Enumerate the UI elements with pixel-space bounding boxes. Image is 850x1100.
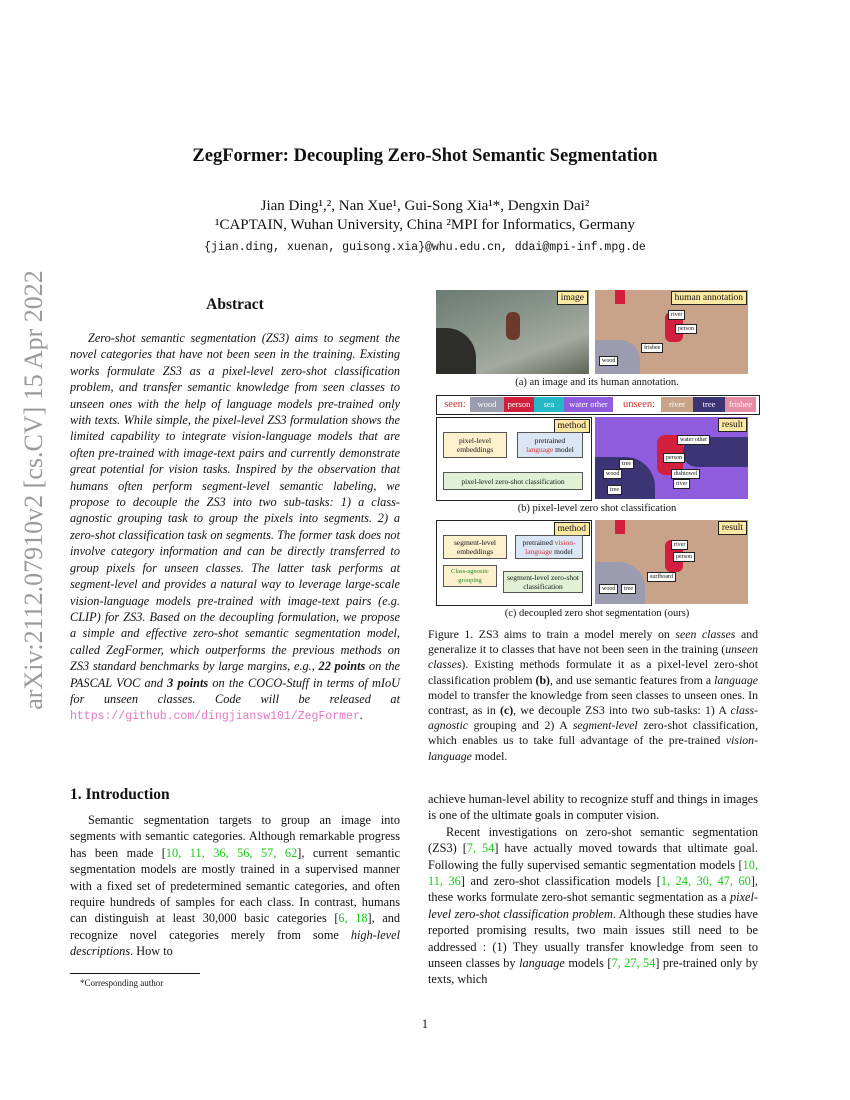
label-river: river <box>668 310 685 320</box>
rc-text-a: Recent investigations on zero-shot semantic segmentation (ZS3) [ <box>428 824 758 856</box>
label-tree-b2: tree <box>607 485 622 495</box>
intro-text-d: . How to <box>130 944 173 959</box>
label-person: person <box>675 324 697 334</box>
cap-italic-4: class-agnostic <box>428 703 759 733</box>
legend-seen-sea: sea <box>534 397 564 412</box>
label-tree-b: tree <box>619 459 634 469</box>
right-paragraph-2 <box>428 824 758 988</box>
result-c-image <box>595 520 748 604</box>
method-tag-b: method <box>554 419 591 433</box>
author-block <box>0 197 850 235</box>
cap-text-5: , we decouple ZS3 into two sub-tasks: 1) A <box>513 703 727 718</box>
page-number: 1 <box>421 1017 429 1031</box>
label-wood: wood <box>599 356 618 366</box>
rc-text-e: . Although these studies have reported promising results, two main issues still need to be addressed : (1) They usually transfer knowledge from seen to unseen classes by <box>428 906 758 971</box>
result-b-image <box>595 417 748 499</box>
caption-b: (b) pixel-level zero shot classification <box>517 503 677 514</box>
arxiv-stamp <box>14 270 54 710</box>
photo-image <box>436 290 589 374</box>
pretrained-language-model-box <box>517 432 583 458</box>
label-person-b: person <box>663 453 685 463</box>
segment-classification-box: segment-level zero-shot classification <box>503 571 583 593</box>
legend-seen-water-other: water other <box>564 397 613 412</box>
right-paragraph-1: achieve human-level ability to recognize stuff and things in images is one of the ultimate goals in computer vision. <box>428 792 758 823</box>
cap-lead: Figure 1. ZS3 aims to train a model merely on <box>428 627 670 641</box>
segment-embeddings-box: segment-level embeddings <box>443 535 507 559</box>
cap-italic-5: segment-level <box>572 718 638 733</box>
cap-text-1: and generalize it to classes that have not been seen in the training ( <box>428 627 758 657</box>
author-emails: {jian.ding, xuenan, guisong.xia}@whu.edu.cn, ddai@mpi-inf.mpg.de <box>204 241 646 254</box>
citation-link[interactable]: 6, 18 <box>338 911 368 926</box>
legend-seen-wood: wood <box>470 397 504 412</box>
rc-text-c: ] and zero-shot classification models [ <box>460 874 661 889</box>
cap-italic-3: language <box>714 672 758 687</box>
rc-text-b: ] have actually moved towards that ultimate goal. Following the fully supervised semantic segmentation models [ <box>428 841 758 872</box>
rc-text-d: ], these works formulate zero-shot semantic segmentation as a <box>428 874 758 905</box>
label-water-other: water other <box>677 435 710 445</box>
c-box2-post: model <box>554 547 573 556</box>
label-person-c: person <box>673 552 695 562</box>
footnote: *Corresponding author <box>80 978 164 988</box>
method-tag-c: method <box>554 522 591 536</box>
rc-italic-1: pixel-level zero-shot classification problem <box>428 890 759 921</box>
citation-link[interactable]: 7, 54 <box>466 841 495 856</box>
right-column-text <box>428 791 758 988</box>
rc-text-g: ] pre-trained only by texts, which <box>428 956 758 987</box>
label-river-c: river <box>671 540 688 550</box>
caption-a: (a) an image and its human annotation. <box>515 377 679 388</box>
abstract-bold-1: 22 points <box>318 659 366 674</box>
affiliations-line: ¹CAPTAIN, Wuhan University, China ²MPI for Informatics, Germany <box>214 217 636 233</box>
rc-italic-2: language <box>519 956 565 971</box>
abstract-mid-2: on the COCO-Stuff in terms of mIoU for unseen classes. Code will be released at <box>70 675 401 706</box>
person-region-small <box>615 290 625 304</box>
cap-italic-6: vision-language <box>428 733 758 763</box>
label-tree-c: tree <box>621 584 636 594</box>
label-river-b: river <box>673 479 690 489</box>
intro-text-a: Semantic segmentation targets to group an image into segments with semantic categories. Although remarkable progress has been made [ <box>70 813 400 860</box>
intro-text-b: ], current semantic segmentation models are mostly trained in a supervised manner with a fixed set of predetermined semantic categories, and often require hundreds of samples for each class. In contrast, humans can distinguish at least 30,000 basic categories [ <box>70 845 400 926</box>
cap-text-8: model. <box>474 748 508 763</box>
citation-link[interactable]: 7, 27, 54 <box>611 956 656 971</box>
legend-unseen-label: unseen: <box>622 399 656 410</box>
human-annotation-image <box>595 290 748 374</box>
abstract-mid-1: on the PASCAL VOC and <box>70 659 401 690</box>
legend-unseen-tree: tree <box>693 397 725 412</box>
b-box2-lang: language <box>526 445 554 454</box>
cap-bold-2: (c) <box>500 703 514 718</box>
abstract-bold-2: 3 points <box>167 675 209 690</box>
cap-italic-2: unseen classes <box>428 642 758 672</box>
legend-unseen-river: river <box>661 397 693 412</box>
legend-unseen-frisbee: frisbee <box>725 397 756 412</box>
c-box2-pre: pretrained <box>522 538 553 547</box>
label-wood-c: wood <box>599 584 618 594</box>
person-silhouette <box>506 312 520 340</box>
caption-c: (c) decoupled zero shot segmentation (ours) <box>504 608 690 619</box>
intro-text-c: ], and recognize novel categories merely from some <box>70 911 401 942</box>
cap-italic-1: seen classes <box>675 627 736 641</box>
rc-text-f: models [ <box>568 956 612 971</box>
intro-heading: 1. Introduction <box>70 786 170 803</box>
arxiv-id: arXiv:2112.07910v2 [cs.CV] 15 Apr 2022 <box>19 270 48 710</box>
label-frisbee: frisbee <box>641 343 663 353</box>
person-region-c-small <box>615 520 625 534</box>
image-tag: image <box>557 291 588 305</box>
code-link[interactable]: https://github.com/dingjiansw101/ZegFormer <box>70 710 360 724</box>
intro-italic: high-level descriptions <box>70 927 400 959</box>
citation-link[interactable]: 10, 11, 36 <box>428 857 758 889</box>
abstract-text <box>70 330 400 726</box>
method-c-panel <box>436 520 592 606</box>
method-b-panel <box>436 417 592 501</box>
paper-title: ZegFormer: Decoupling Zero-Shot Semantic Segmentation <box>192 146 658 166</box>
label-dishtowel: dishtowel <box>671 469 700 479</box>
cap-bold-1: (b) <box>535 672 550 687</box>
result-tag-c: result <box>718 521 747 535</box>
abstract-heading: Abstract <box>206 296 264 313</box>
label-surfboard: surfboard <box>647 572 676 582</box>
label-wood-b: wood <box>603 469 622 479</box>
result-tag-b: result <box>718 418 747 432</box>
figure-caption <box>428 627 758 764</box>
intro-paragraph <box>70 812 400 960</box>
cap-text-4: model to transfer the knowledge from seen classes to unseen ones. In contrast, as in <box>428 687 758 718</box>
pixel-classification-box: pixel-level zero-shot classification <box>443 472 583 490</box>
legend-seen-label: seen: <box>444 399 466 410</box>
b-box2-post: model <box>555 445 574 454</box>
cap-text-6: grouping and 2) A <box>473 718 568 733</box>
pixel-embeddings-box: pixel-level embeddings <box>443 432 507 458</box>
cap-text-2: ). Existing methods formulate it as a pixel-level zero-shot classification problem <box>428 657 758 687</box>
authors-line: Jian Ding¹,², Nan Xue¹, Gui-Song Xia¹*, Dengxin Dai² <box>260 198 590 214</box>
cap-text-3: , and use semantic features from a <box>549 672 712 687</box>
wood-region-c <box>595 562 645 604</box>
c-box2-vl: vision-language <box>525 538 576 556</box>
class-agnostic-grouping-box: Class-agnostic grouping <box>443 565 497 587</box>
human-annotation-tag: human annotation <box>671 291 747 305</box>
pretrained-vl-model-box <box>515 535 583 559</box>
citation-link[interactable]: 1, 24, 30, 47, 60 <box>660 874 751 889</box>
legend-seen-person: person <box>504 397 534 412</box>
abstract-end: . <box>359 708 363 723</box>
class-legend <box>436 395 760 415</box>
b-box2-pre: pretrained <box>534 436 566 445</box>
footnote-rule <box>70 973 200 974</box>
wood-log <box>436 328 476 374</box>
abstract-body: Zero-shot semantic segmentation (ZS3) aims to segment the novel categories that have not been seen in the training. Existing works formulate ZS3 as a pixel-level zero-shot classification problem, and transfer semantic knowledge from seen classes to unseen ones with the help of language models pre-trained only with texts. While simple, the pixel-level ZS3 formulation shows the limited capability to integrate vision-language models that are often pre-trained with image-text pairs and currently demonstrate great potential for vision tasks. Inspired by the observation that humans often perform segment-level semantic labeling, we propose to decouple the ZS3 into two sub-tasks: 1) a class-agnostic grouping task to group the pixels into segments. 2) a zero-shot classification task on segments. The former task does not involve category information and can be directly transferred to group pixels for unseen classes. The latter task performs at segment-level and provides a natural way to leverage large-scale vision-language models pre-trained with image-text pairs (e.g. CLIP) for ZS3. Based on the decoupling formulation, we propose a simple and effective zero-shot semantic segmentation model, called ZegFormer, which outperforms the previous methods on ZS3 standard benchmarks by large margins, e.g., <box>70 331 400 674</box>
cap-text-7: zero-shot classification, which enables us to take full advantage of the pre-trained <box>428 718 759 748</box>
citation-link[interactable]: 10, 11, 36, 56, 57, 62 <box>165 845 298 860</box>
